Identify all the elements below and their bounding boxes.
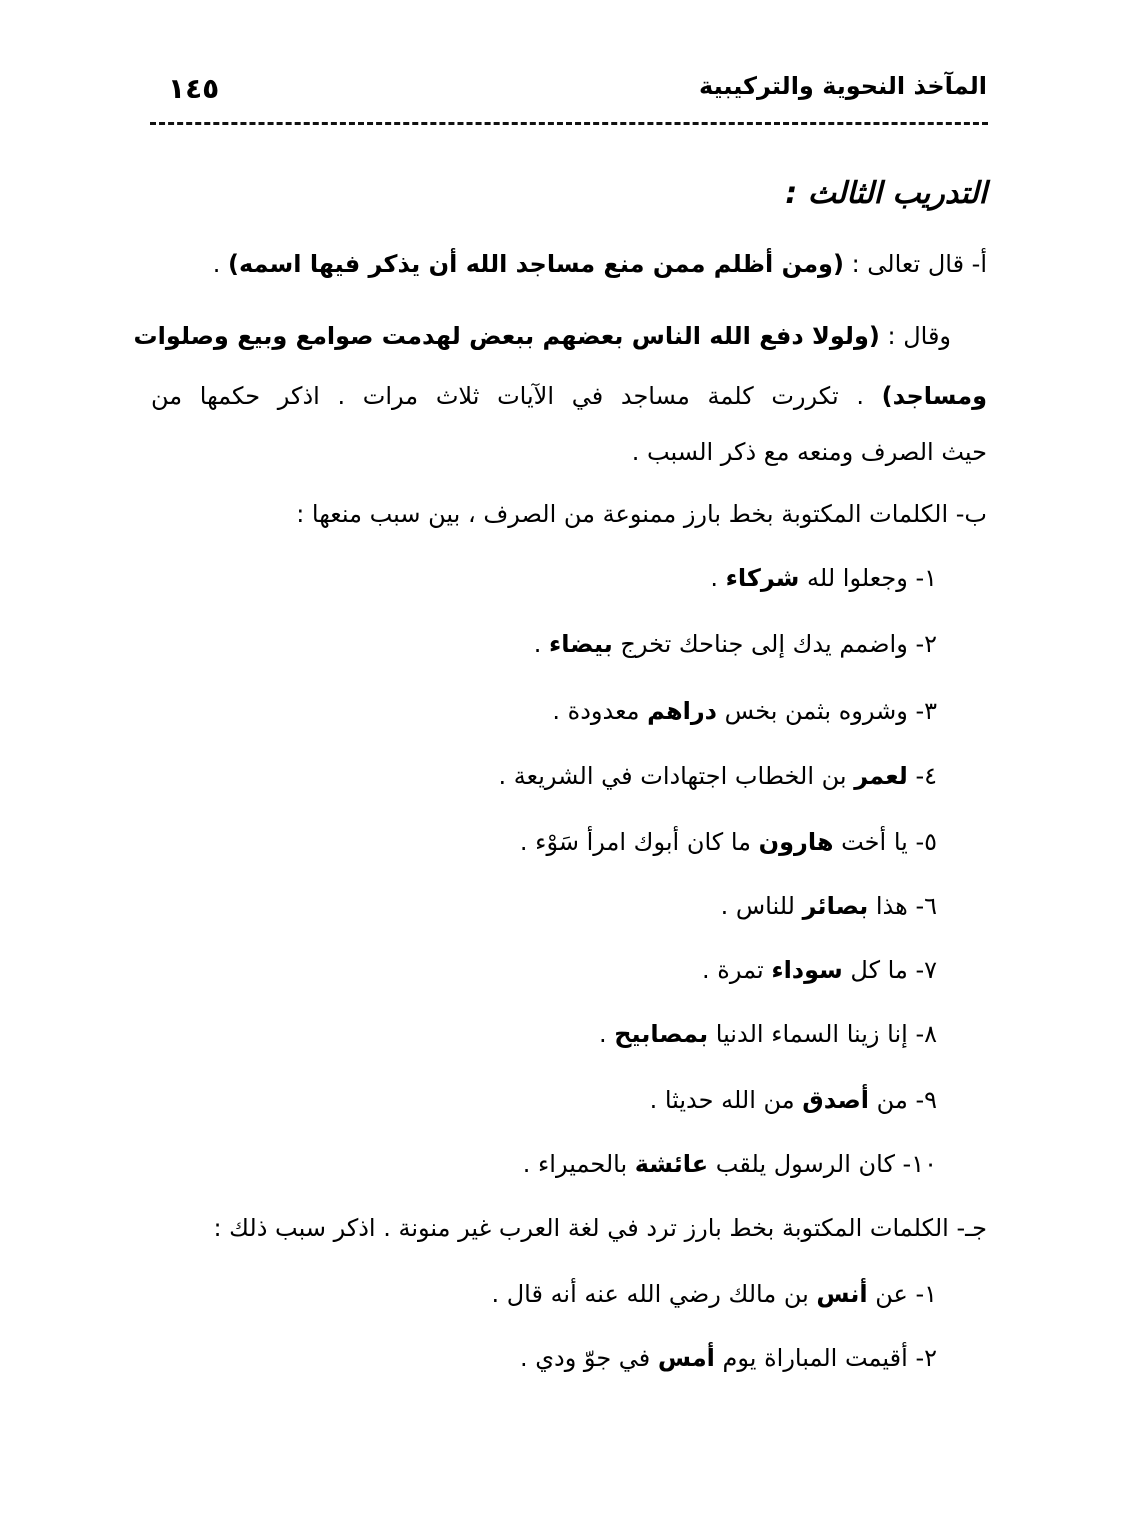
header-divider <box>150 122 988 125</box>
part-b-item-4 <box>498 762 937 791</box>
highlighted-word: هارون <box>758 828 834 856</box>
text-span: وشروه بثمن بخس <box>716 697 916 725</box>
text-span: للناس . <box>720 892 803 920</box>
text-span: بن مالك رضي الله عنه أنه قال . <box>491 1280 817 1308</box>
item-number: ٦- <box>915 892 937 920</box>
text-span: واضمم يدك إلى جناحك تخرج <box>612 630 916 658</box>
part-a-line-3 <box>151 382 987 411</box>
text-span: أقيمت المباراة يوم <box>714 1344 916 1372</box>
highlighted-word: سوداء <box>771 956 843 984</box>
part-b-item-1 <box>710 564 937 593</box>
text-span: وقال : <box>879 322 951 350</box>
running-header-title: المآخذ النحوية والتركيبية <box>699 72 987 100</box>
part-c-intro: جـ- الكلمات المكتوبة بخط بارز ترد في لغة العرب غير منونة . اذكر سبب ذلك : <box>213 1214 987 1242</box>
text-span: ما كان أبوك امرأ سَوْء . <box>519 828 759 856</box>
item-number: ٢- <box>915 1344 937 1372</box>
item-number: ٧- <box>915 956 937 984</box>
quran-quote: ومساجد) <box>881 382 987 410</box>
text-span: . <box>598 1020 615 1048</box>
text-span: إنا زينا السماء الدنيا <box>708 1020 916 1048</box>
text-span: . <box>533 630 550 658</box>
text-span: . <box>710 564 726 592</box>
text-span: معدودة . <box>552 697 648 725</box>
text-span: من <box>869 1086 916 1114</box>
item-number: ٥- <box>915 828 937 856</box>
text-span: ما كل <box>842 956 916 984</box>
text-span: كان الرسول يلقب <box>708 1150 903 1178</box>
item-number: ٩- <box>915 1086 937 1114</box>
item-number: ٤- <box>915 762 937 790</box>
highlighted-word: بمصابيح <box>614 1020 709 1048</box>
part-a-line-1 <box>213 250 987 279</box>
part-b-item-6 <box>721 892 937 921</box>
part-b-item-2 <box>534 630 937 659</box>
highlighted-word: عائشة <box>634 1150 709 1178</box>
part-b-item-8 <box>599 1020 937 1049</box>
highlighted-word: أنس <box>816 1280 868 1308</box>
text-span: من الله حديثا . <box>649 1086 803 1114</box>
quran-quote: (ومن أظلم ممن منع مساجد الله أن يذكر فيها اسمه) <box>228 250 844 278</box>
text-span: في جوّ ودي . <box>519 1344 658 1372</box>
text-span: هذا <box>868 892 916 920</box>
part-c-item-1 <box>491 1280 937 1309</box>
item-number: ١- <box>915 1280 937 1308</box>
part-b-item-9 <box>650 1086 937 1115</box>
part-b-intro: ب- الكلمات المكتوبة بخط بارز ممنوعة من الصرف ، بين سبب منعها : <box>296 500 987 528</box>
highlighted-word: دراهم <box>647 697 717 725</box>
quran-quote: (ولولا دفع الله الناس بعضهم ببعض لهدمت صوامع وبيع وصلوات <box>133 322 880 350</box>
highlighted-word: شركاء <box>725 564 800 592</box>
text-span: وجعلوا لله <box>799 564 916 592</box>
page-number: ١٤٥ <box>168 72 220 105</box>
part-c-item-2 <box>520 1344 937 1373</box>
text-span: يا أخت <box>833 828 916 856</box>
text-span: بن الخطاب اجتهادات في الشريعة . <box>498 762 855 790</box>
item-number: ٣- <box>915 697 937 725</box>
part-b-item-5 <box>520 828 937 857</box>
item-number: ٢- <box>915 630 937 658</box>
highlighted-word: لعمر <box>854 762 908 790</box>
section-title: التدريب الثالث : <box>785 176 987 211</box>
item-number: ٨- <box>915 1020 937 1048</box>
item-number: ١- <box>915 564 937 592</box>
text-span: أ- قال تعالى : <box>843 250 987 278</box>
text-span: . تكررت كلمة مساجد في الآيات ثلاث مرات . اذكر حكمها من <box>151 382 882 410</box>
text-span: تمرة . <box>702 956 772 984</box>
highlighted-word: بيضاء <box>549 630 613 658</box>
text-span: عن <box>867 1280 916 1308</box>
item-number: ١٠- <box>902 1150 937 1178</box>
part-a-line-4: حيث الصرف ومنعه مع ذكر السبب . <box>631 438 987 466</box>
highlighted-word: بصائر <box>802 892 869 920</box>
highlighted-word: أصدق <box>802 1086 870 1114</box>
highlighted-word: أمس <box>657 1344 715 1372</box>
part-a-line-2 <box>133 322 987 351</box>
part-b-item-10 <box>523 1150 937 1179</box>
part-b-item-7 <box>702 956 937 985</box>
text-span: . <box>212 250 229 278</box>
part-b-item-3 <box>552 697 937 726</box>
text-span: بالحميراء . <box>522 1150 635 1178</box>
